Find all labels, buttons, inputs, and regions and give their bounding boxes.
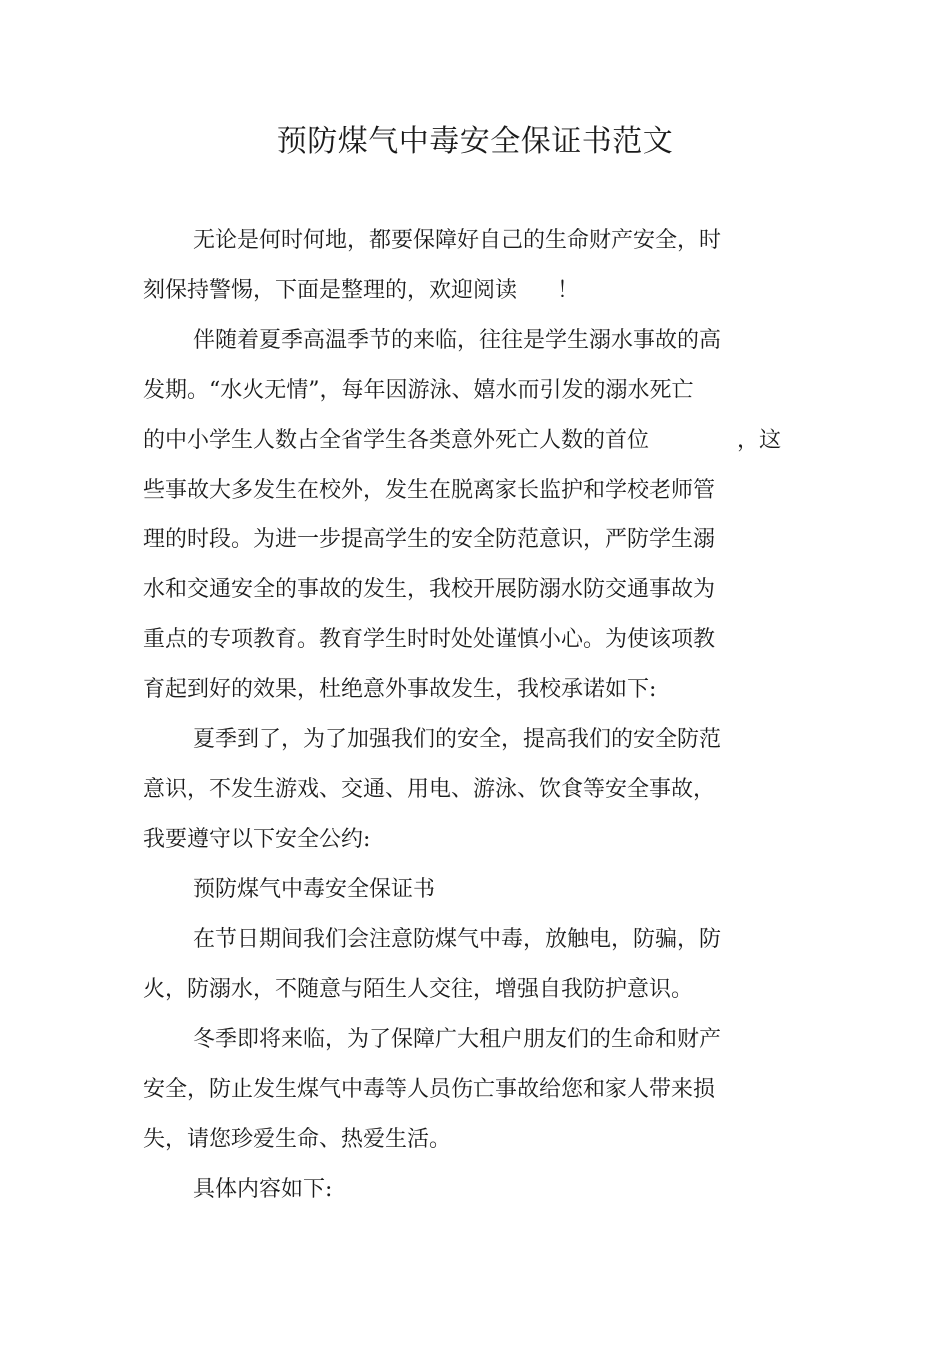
line-text: 的中小学生人数占全省学生各类意外死亡人数的首位 <box>143 428 650 453</box>
line-tail: ，这 <box>737 428 782 453</box>
paragraph-line: 伴随着夏季高温季节的来临，往往是学生溺水事故的高 <box>193 328 722 353</box>
section-heading: 预防煤气中毒安全保证书 <box>193 877 436 902</box>
paragraph-line: 夏季到了，为了加强我们的安全，提高我们的安全防范 <box>193 727 722 752</box>
paragraph-line <box>143 275 579 307</box>
paragraph-line: 具体内容如下: <box>193 1177 333 1202</box>
paragraph-line: 在节日期间我们会注意防煤气中毒，放触电，防骗，防 <box>193 927 722 952</box>
paragraph-line: 失，请您珍爱生命、热爱生活。 <box>143 1127 452 1152</box>
paragraph-line: 发期。“水火无情”，每年因游泳、嬉水而引发的溺水死亡 <box>143 378 694 403</box>
paragraph-line: 火，防溺水，不随意与陌生人交往，增强自我防护意识。 <box>143 977 694 1002</box>
paragraph-line: 重点的专项教育。教育学生时时处处谨慎小心。为使该项教 <box>143 627 716 652</box>
paragraph-line <box>143 425 781 457</box>
paragraph-line: 水和交通安全的事故的发生，我校开展防溺水防交通事故为 <box>143 577 716 602</box>
paragraph-line: 意识，不发生游戏、交通、用电、游泳、饮食等安全事故， <box>143 777 716 802</box>
paragraph-line: 理的时段。为进一步提高学生的安全防范意识，严防学生溺 <box>143 527 716 552</box>
paragraph-line: 冬季即将来临，为了保障广大租户朋友们的生命和财产 <box>193 1027 722 1052</box>
exclamation-mark: ！ <box>557 278 580 303</box>
paragraph-line: 我要遵守以下安全公约: <box>143 827 371 852</box>
paragraph-line: 安全，防止发生煤气中毒等人员伤亡事故给您和家人带来损 <box>143 1077 716 1102</box>
document-title: 预防煤气中毒安全保证书范文 <box>276 124 674 159</box>
paragraph-line: 育起到好的效果，杜绝意外事故发生，我校承诺如下: <box>143 677 657 702</box>
line-text: 刻保持警惕，下面是整理的，欢迎阅读 <box>143 278 518 303</box>
paragraph-line: 无论是何时何地，都要保障好自己的生命财产安全，时 <box>193 228 722 253</box>
paragraph-line: 些事故大多发生在校外，发生在脱离家长监护和学校老师管 <box>143 478 716 503</box>
